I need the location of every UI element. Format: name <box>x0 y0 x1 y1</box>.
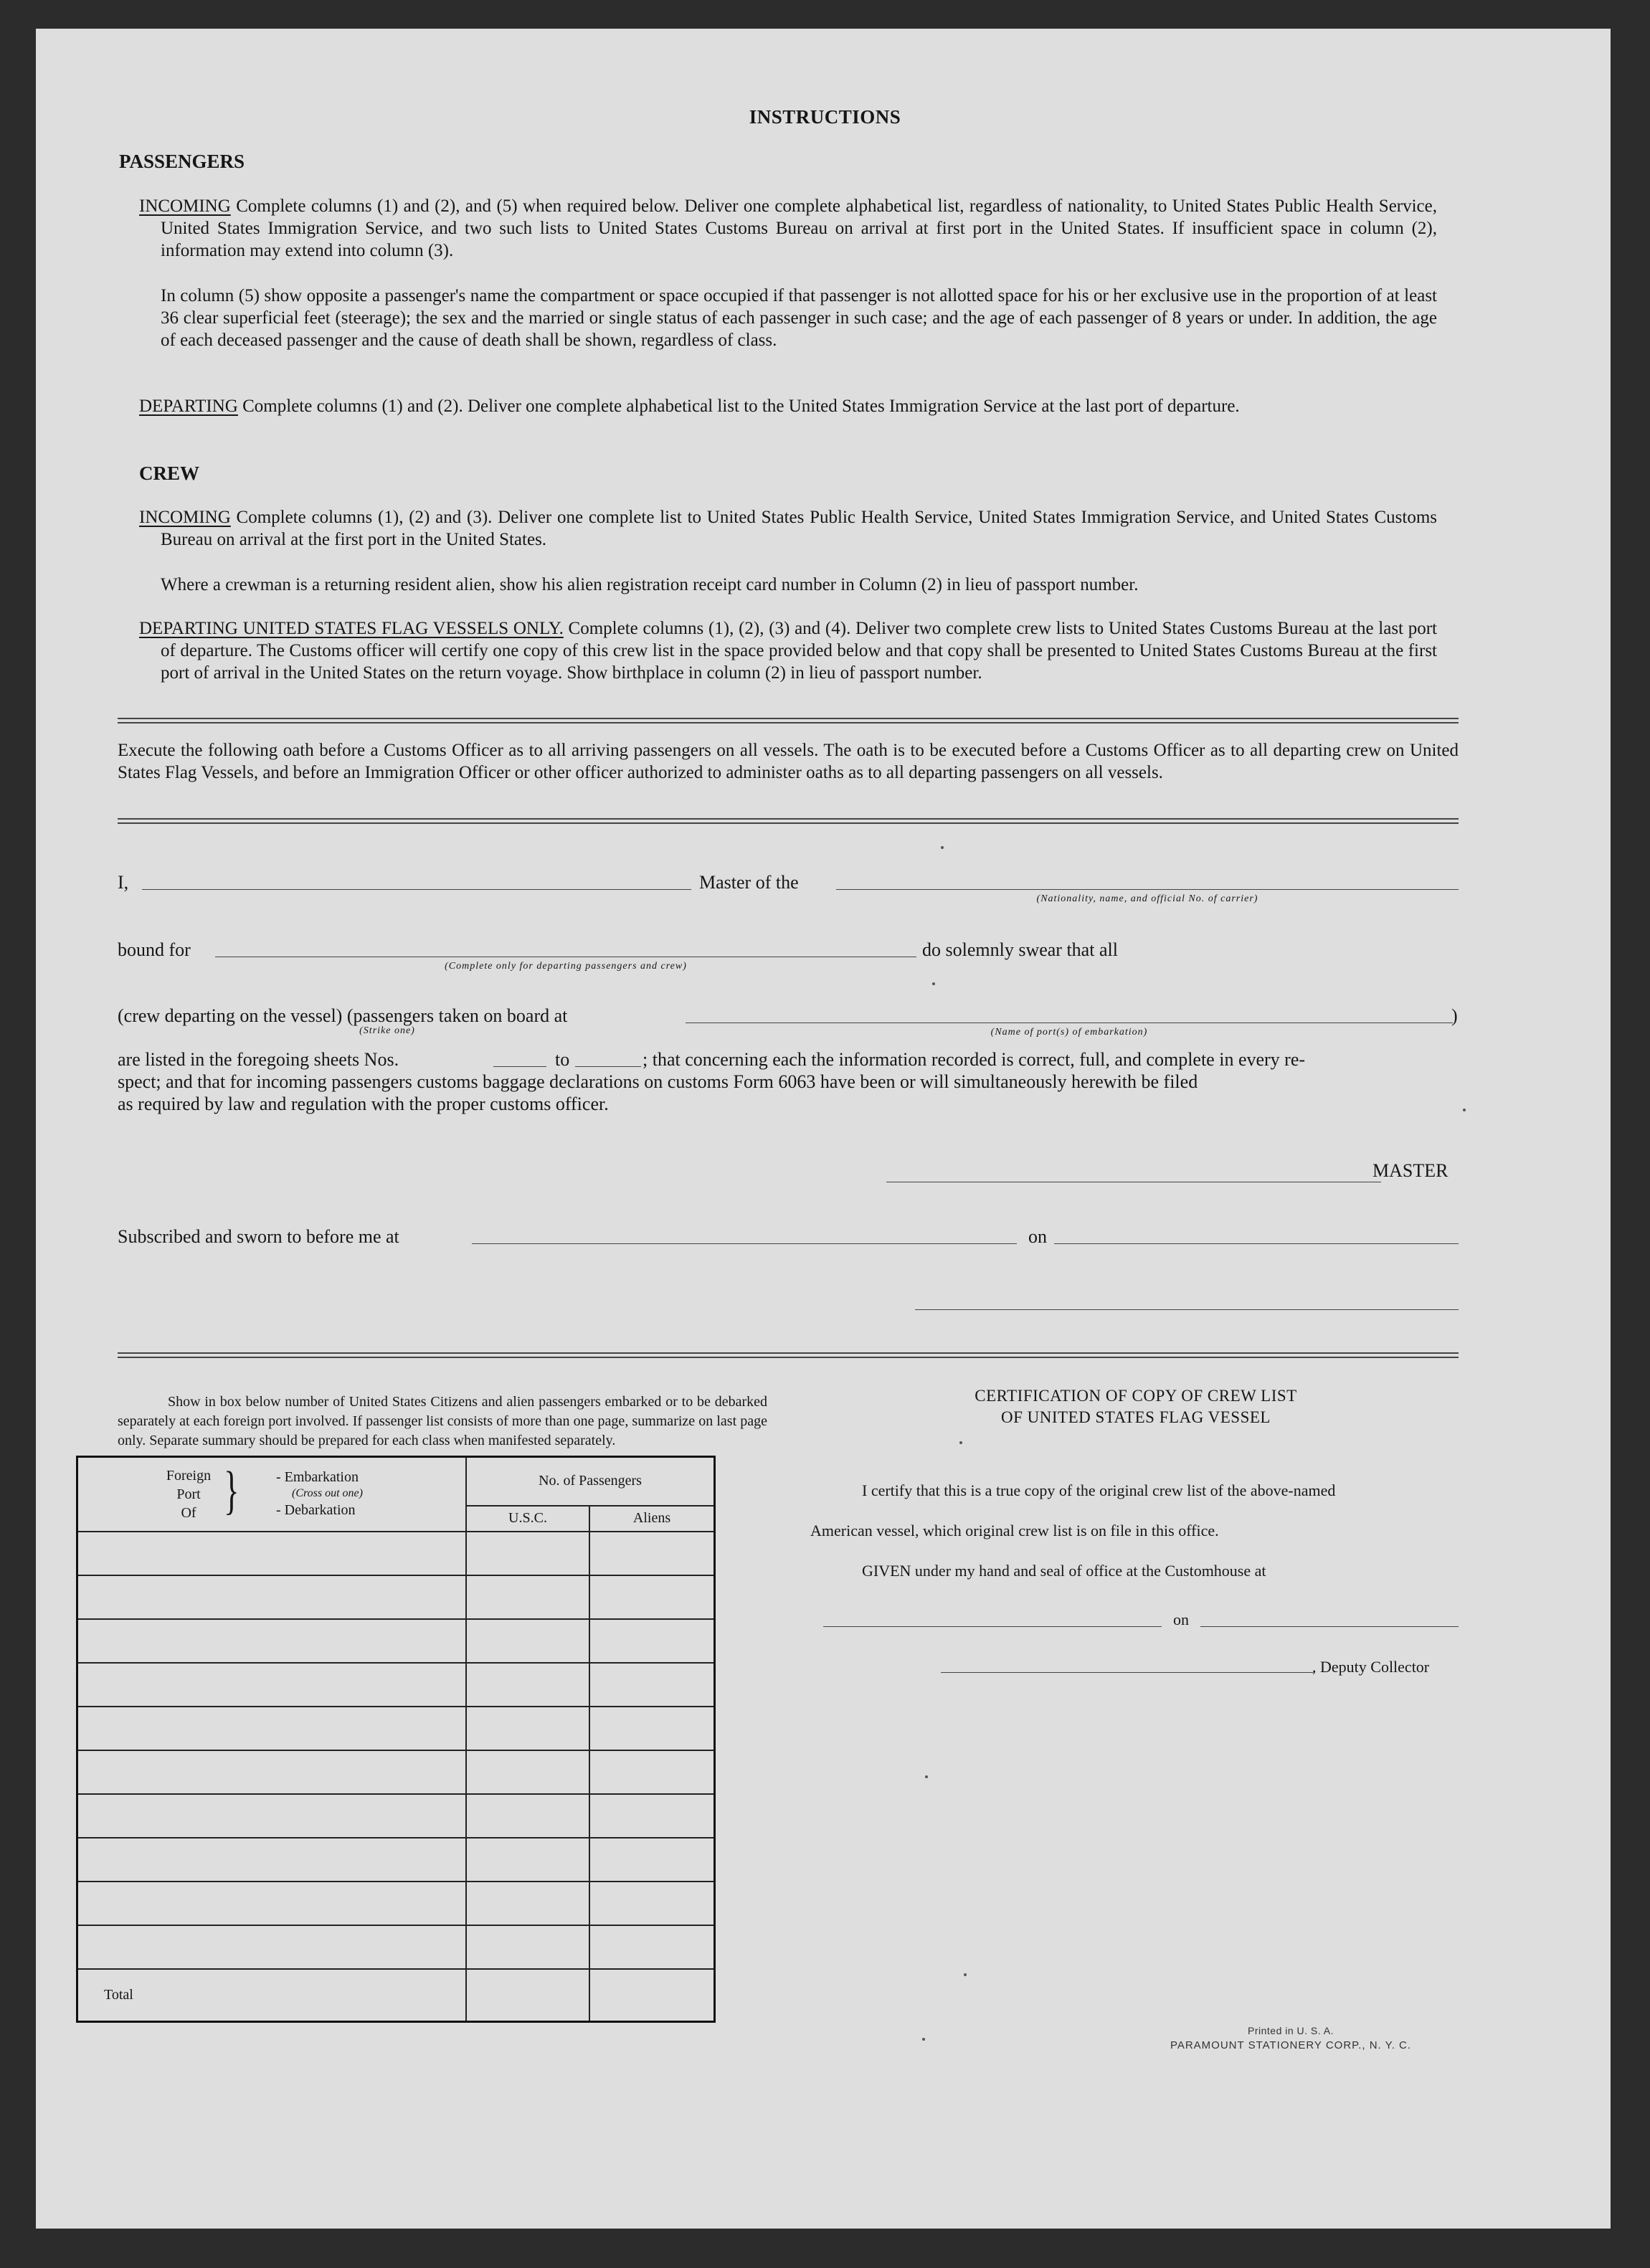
port-label-port: Port <box>176 1486 201 1502</box>
brace-icon: } <box>224 1461 240 1520</box>
scan-speck <box>922 2038 925 2041</box>
port-cell[interactable] <box>77 1925 467 1969</box>
crew-incoming-label: INCOMING <box>139 508 231 527</box>
aliens-cell[interactable] <box>589 1838 715 1882</box>
crew-departing-paragraph <box>139 617 1437 684</box>
table-row <box>77 1663 715 1707</box>
listed-to-label: to <box>555 1049 570 1070</box>
subscribed-date-field[interactable] <box>1054 1243 1459 1244</box>
passengers-departing-label: DEPARTING <box>139 397 238 416</box>
carrier-field[interactable] <box>836 889 1459 890</box>
subscribed-on-label: on <box>1028 1226 1047 1247</box>
aliens-cell[interactable] <box>589 1575 715 1619</box>
aliens-cell[interactable] <box>589 1794 715 1838</box>
usc-cell[interactable] <box>466 1838 589 1882</box>
subscribed-label: Subscribed and sworn to before me at <box>118 1226 399 1247</box>
summary-instructions: Show in box below number of United States Citizens and alien passengers embarked or to be debarked separately at each foreign port involved. If passenger list consists of more than one page, summarize on last page only. Separate summary should be prepared for each class when manifested separately. <box>118 1394 767 1448</box>
table-row <box>77 1794 715 1838</box>
scan-speck <box>932 982 935 985</box>
aliens-cell[interactable] <box>589 1707 715 1750</box>
table-header-row <box>77 1457 715 1506</box>
subscribed-place-field[interactable] <box>472 1243 1017 1244</box>
table-row <box>77 1575 715 1619</box>
usc-cell[interactable] <box>466 1707 589 1750</box>
instructions-title: INSTRUCTIONS <box>749 106 901 128</box>
deputy-collector-label: , Deputy Collector <box>1312 1658 1430 1676</box>
customhouse-field[interactable] <box>823 1626 1162 1627</box>
strike-one-caption: (Strike one) <box>359 1025 415 1036</box>
port-cell[interactable] <box>77 1619 467 1663</box>
listed-text-2: ; that concerning each the information recorded is correct, full, and complete in every re- <box>643 1049 1306 1070</box>
bound-for-label: bound for <box>118 939 191 960</box>
sheet-from-field[interactable] <box>493 1066 546 1067</box>
embark-options <box>276 1468 363 1519</box>
divider-rule <box>118 818 1459 824</box>
aliens-cell[interactable] <box>589 1882 715 1925</box>
total-label: Total <box>77 1969 467 2022</box>
close-paren: ) <box>1451 1005 1458 1026</box>
scan-speck <box>925 1775 928 1778</box>
certification-text-2: American vessel, which original crew list is on file in this office. <box>810 1522 1219 1539</box>
usc-cell[interactable] <box>466 1794 589 1838</box>
printer-line-2: PARAMOUNT STATIONERY CORP., N. Y. C. <box>1170 2039 1412 2051</box>
certification-date-field[interactable] <box>1200 1626 1459 1627</box>
table-row <box>77 1838 715 1882</box>
table-row <box>77 1882 715 1925</box>
aliens-cell[interactable] <box>589 1925 715 1969</box>
bound-for-caption: (Complete only for departing passengers and crew) <box>445 961 687 972</box>
port-cell[interactable] <box>77 1838 467 1882</box>
passengers-incoming-paragraph <box>139 195 1437 262</box>
listed-text-3: spect; and that for incoming passengers customs baggage declarations on customs Form 6063 have been or will simultaneously herewith be filed <box>118 1071 1198 1092</box>
passenger-summary-table <box>76 1456 716 2023</box>
embarkation-option[interactable]: - Embarkation <box>276 1469 359 1485</box>
passengers-departing-text: Complete columns (1) and (2). Deliver one complete alphabetical list to the United States Immigration Service at the last port of departure. <box>237 397 1240 416</box>
crew-heading: CREW <box>139 462 200 484</box>
crew-departing-text: Complete columns (1), (2), (3) and (4). Deliver two complete crew lists to United States Customs Bureau at the last port of departure. The Customs officer will certify one copy of this crew list in the space provided below and that copy shall be presented to United States Customs Bureau at the first port of arrival in the United States on the return voyage. Show birthplace in column (2) in lieu of passport number. <box>161 619 1437 683</box>
printer-line-1: Printed in U. S. A. <box>1248 2025 1334 2036</box>
aliens-cell[interactable] <box>589 1532 715 1575</box>
certification-text-1: I certify that this is a true copy of the original crew list of the above-named <box>862 1481 1336 1499</box>
crew-incoming-paragraph <box>139 506 1437 551</box>
table-row <box>77 1925 715 1969</box>
no-of-passengers-header: No. of Passengers <box>466 1457 715 1506</box>
usc-total-cell[interactable] <box>466 1969 589 2022</box>
usc-cell[interactable] <box>466 1532 589 1575</box>
passengers-incoming-text: Complete columns (1) and (2), and (5) when required below. Deliver one complete alphabetical list, regardless of nationality, to United States Public Health Service, United States Immigration Service, and two such lists to United States Customs Bureau on arrival at first port in the United States. If insufficient space in column (2), information may extend into column (3). <box>161 196 1437 260</box>
ports-caption: (Name of port(s) of embarkation) <box>990 1027 1148 1038</box>
port-header-cell <box>77 1457 467 1532</box>
crew-passengers-label: (crew departing on the vessel) (passengers taken on board at <box>118 1005 568 1026</box>
port-cell[interactable] <box>77 1707 467 1750</box>
crew-departing-label: DEPARTING UNITED STATES FLAG VESSELS ONLY. <box>139 619 564 638</box>
divider-rule <box>118 1352 1459 1358</box>
usc-cell[interactable] <box>466 1663 589 1707</box>
oath-intro: Execute the following oath before a Customs Officer as to all arriving passengers on all vessels. The oath is to be executed before a Customs Officer as to all departing crew on United States Flag Vessels, and before an Immigration Officer or other officer authorized to administer oaths as to all departing passengers on all vessels. <box>118 741 1459 782</box>
scan-speck <box>959 1441 962 1444</box>
passengers-incoming-label: INCOMING <box>139 196 231 216</box>
column5-paragraph: In column (5) show opposite a passenger's name the compartment or space occupied if that passenger is not allotted space for his or her exclusive use in the proportion of at least 36 clear superficial feet (steerage); the sex and the married or single status of each passenger in such case; and the age of each passenger of 8 years or under. In addition, the age of each deceased passenger and the cause of death shall be shown, regardless of class. <box>161 286 1437 350</box>
deputy-collector-signature-field[interactable] <box>941 1672 1314 1673</box>
table-row <box>77 1750 715 1794</box>
port-label-of: Of <box>181 1505 196 1521</box>
aliens-cell[interactable] <box>589 1619 715 1663</box>
certification-title-2: OF UNITED STATES FLAG VESSEL <box>1001 1408 1271 1426</box>
scan-speck <box>941 846 944 849</box>
master-name-field[interactable] <box>142 889 691 890</box>
usc-cell[interactable] <box>466 1575 589 1619</box>
aliens-cell[interactable] <box>589 1750 715 1794</box>
oath-i-label: I, <box>118 872 129 893</box>
usc-cell[interactable] <box>466 1750 589 1794</box>
crewman-paragraph: Where a crewman is a returning resident alien, show his alien registration receipt card number in Column (2) in lieu of passport number. <box>161 575 1139 594</box>
certification-title-1: CERTIFICATION OF COPY OF CREW LIST <box>975 1387 1297 1405</box>
officer-signature-field[interactable] <box>915 1309 1459 1310</box>
scan-speck <box>1463 1109 1466 1111</box>
master-of-label: Master of the <box>699 872 799 893</box>
scan-speck <box>964 1973 967 1976</box>
port-label-foreign: Foreign <box>166 1468 212 1484</box>
port-cell[interactable] <box>77 1532 467 1575</box>
cross-out-note: (Cross out one) <box>292 1487 363 1499</box>
table-row <box>77 1619 715 1663</box>
listed-text-4: as required by law and regulation with the proper customs officer. <box>118 1093 609 1114</box>
port-cell[interactable] <box>77 1575 467 1619</box>
master-signature-label: MASTER <box>1372 1160 1449 1181</box>
listed-text-1: are listed in the foregoing sheets Nos. <box>118 1049 399 1070</box>
aliens-total-cell[interactable] <box>589 1969 715 2022</box>
port-label <box>160 1466 217 1522</box>
total-row <box>77 1969 715 2022</box>
crew-incoming-text: Complete columns (1), (2) and (3). Deliver one complete list to United States Public Health Service, United States Immigration Service, and United States Customs Bureau on arrival at the first port in the United States. <box>161 508 1437 549</box>
swear-label: do solemnly swear that all <box>922 939 1118 960</box>
aliens-cell[interactable] <box>589 1663 715 1707</box>
sheet-to-field[interactable] <box>575 1066 641 1067</box>
table-row <box>77 1707 715 1750</box>
aliens-header: Aliens <box>589 1506 715 1532</box>
certification-text-3: GIVEN under my hand and seal of office at the Customhouse at <box>862 1562 1266 1580</box>
usc-cell[interactable] <box>466 1619 589 1663</box>
divider-rule <box>118 718 1459 723</box>
certification-on-label: on <box>1173 1610 1189 1628</box>
port-cell[interactable] <box>77 1663 467 1707</box>
table-row <box>77 1532 715 1575</box>
carrier-caption: (Nationality, name, and official No. of carrier) <box>1036 893 1258 904</box>
passengers-departing-paragraph <box>139 395 1437 417</box>
usc-header: U.S.C. <box>466 1506 589 1532</box>
port-cell[interactable] <box>77 1750 467 1794</box>
passengers-heading: PASSENGERS <box>119 151 245 172</box>
usc-cell[interactable] <box>466 1925 589 1969</box>
port-cell[interactable] <box>77 1794 467 1838</box>
usc-cell[interactable] <box>466 1882 589 1925</box>
port-cell[interactable] <box>77 1882 467 1925</box>
debarkation-option[interactable]: - Debarkation <box>276 1502 356 1518</box>
